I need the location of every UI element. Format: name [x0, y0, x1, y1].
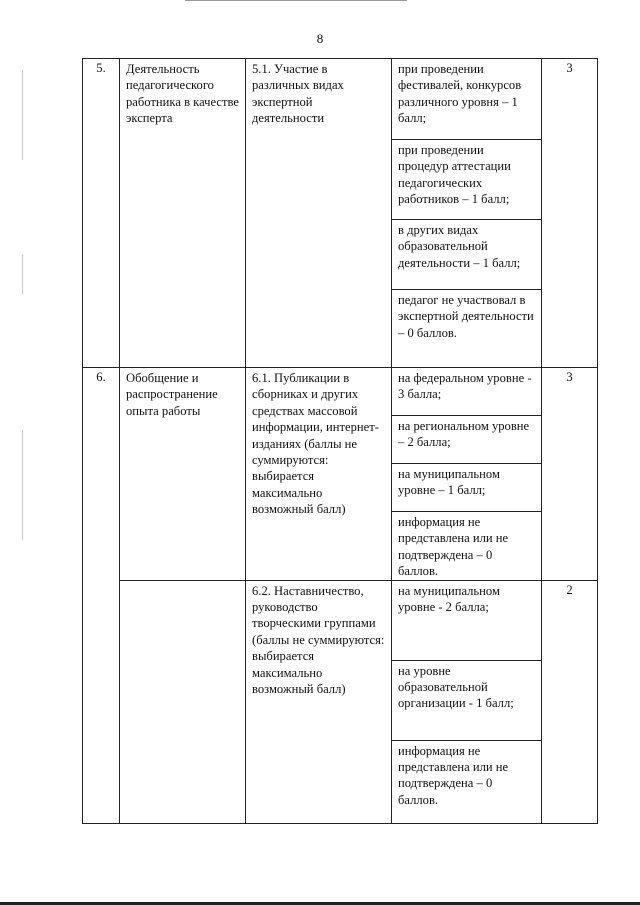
score-option: на муниципальном уровне - 2 балла; — [392, 580, 542, 660]
section-title: Обобщение и распространение опыта работы — [120, 368, 246, 581]
scan-margin-line — [22, 255, 23, 295]
section-number: 5. — [83, 59, 120, 368]
top-rule — [185, 0, 407, 1]
criterion-title: 5.1. Участие в различных видах экспертной деятельности — [246, 59, 392, 368]
section-title-continued — [120, 580, 246, 823]
score-option: при проведении процедур аттестации педагогических работников – 1 балл; — [392, 140, 542, 220]
scan-margin-line — [22, 70, 23, 160]
table-row — [83, 368, 598, 416]
section-number-continued — [83, 580, 120, 823]
score-option: на муниципальном уровне – 1 балл; — [392, 464, 542, 512]
score-option: на региональном уровне – 2 балла; — [392, 416, 542, 464]
max-points: 3 — [542, 59, 598, 368]
score-option: информация не представлена или не подтверждена – 0 баллов. — [392, 740, 542, 823]
section-number: 6. — [83, 368, 120, 581]
score-option: при проведении фестивалей, конкурсов различного уровня – 1 балл; — [392, 59, 542, 140]
scan-margin-line — [22, 430, 23, 540]
score-option: педагог не участвовал в экспертной деятельности – 0 баллов. — [392, 290, 542, 368]
score-option: в других видах образовательной деятельности – 1 балл; — [392, 220, 542, 290]
page-number: 8 — [316, 31, 324, 46]
score-option: на федеральном уровне - 3 балла; — [392, 368, 542, 416]
section-title: Деятельность педагогического работника в качестве эксперта — [120, 59, 246, 368]
max-points: 3 — [542, 368, 598, 581]
score-option: информация не представлена или не подтверждена – 0 баллов. — [392, 512, 542, 581]
table-row — [83, 580, 598, 660]
score-option: на уровне образовательной организации - 1 балл; — [392, 660, 542, 740]
table-row — [83, 59, 598, 140]
max-points: 2 — [542, 580, 598, 823]
criterion-title: 6.1. Публикации в сборниках и других средствах массовой информации, интернет-изданиях (баллы не суммируются: выбирается максимально возможный балл) — [246, 368, 392, 581]
criterion-title: 6.2. Наставничество, руководство творческими группами (баллы не суммируются: выбирается максимально возможный балл) — [246, 580, 392, 823]
criteria-table — [82, 58, 598, 824]
